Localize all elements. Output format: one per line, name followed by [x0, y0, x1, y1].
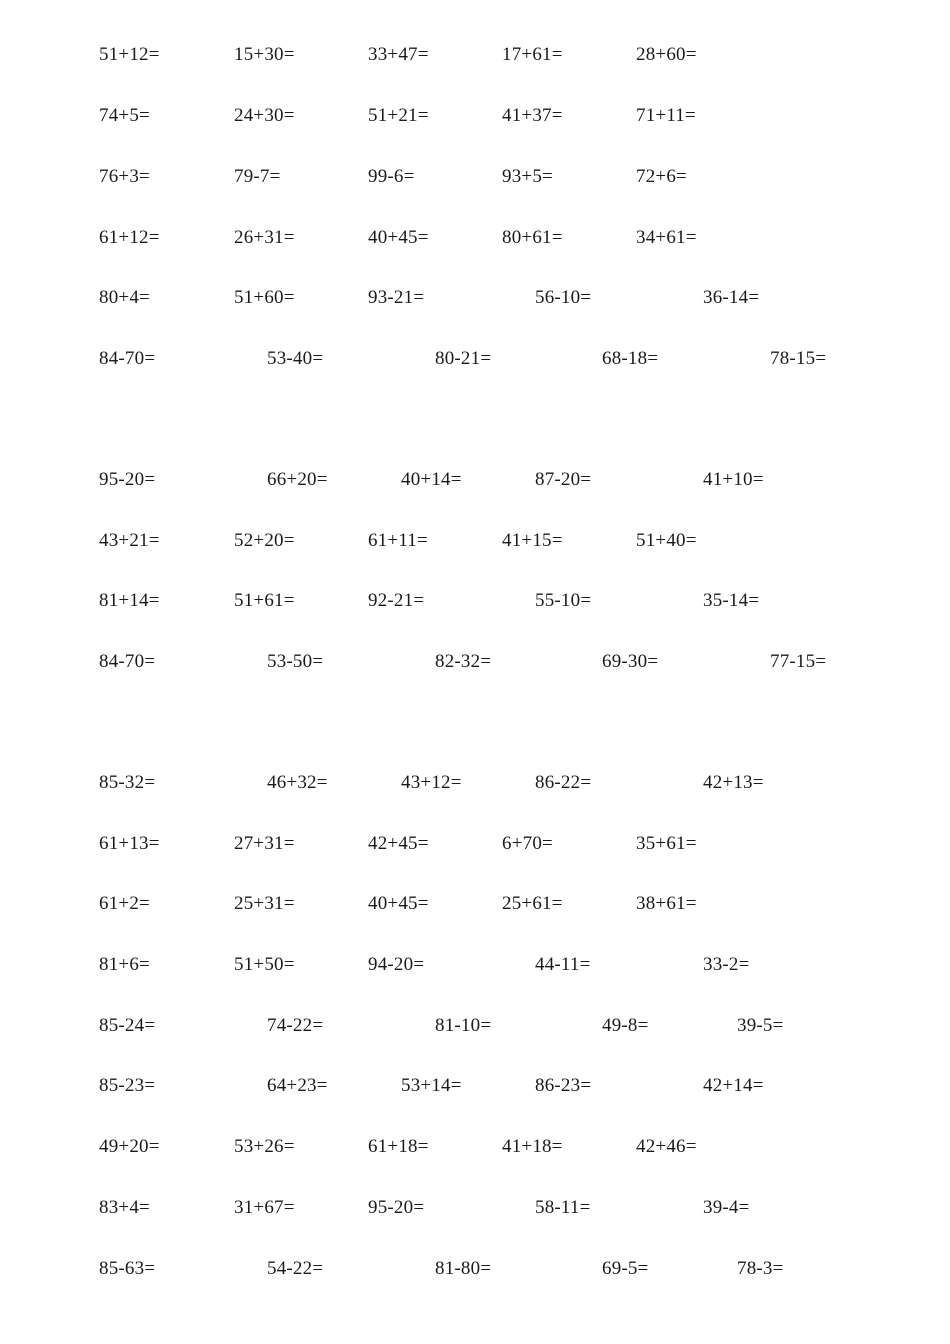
math-problem: 85-23= [99, 1075, 156, 1096]
math-problem: 84-70= [99, 651, 156, 672]
math-problem: 35-14= [703, 590, 760, 611]
math-problem: 69-30= [602, 651, 659, 672]
math-problem: 26+31= [234, 227, 295, 248]
math-problem: 61+2= [99, 893, 150, 914]
math-problem: 51+12= [99, 44, 160, 65]
math-problem: 80-21= [435, 348, 492, 369]
math-problem: 53-50= [267, 651, 324, 672]
math-problem: 85-63= [99, 1258, 156, 1279]
math-problem: 94-20= [368, 954, 425, 975]
math-problem: 58-11= [535, 1197, 591, 1218]
math-problem: 66+20= [267, 469, 328, 490]
math-problem: 25+31= [234, 893, 295, 914]
math-problem: 25+61= [502, 893, 563, 914]
math-problem: 28+60= [636, 44, 697, 65]
math-problem: 44-11= [535, 954, 591, 975]
math-problem: 39-5= [737, 1015, 784, 1036]
math-problem: 74+5= [99, 105, 150, 126]
math-problem: 81+14= [99, 590, 160, 611]
math-problem: 46+32= [267, 772, 328, 793]
math-problem: 52+20= [234, 530, 295, 551]
math-problem: 53-40= [267, 348, 324, 369]
math-problem: 17+61= [502, 44, 563, 65]
math-problem: 27+31= [234, 833, 295, 854]
math-problem: 31+67= [234, 1197, 295, 1218]
math-problem: 49-8= [602, 1015, 649, 1036]
math-problem: 72+6= [636, 166, 687, 187]
math-problem: 86-23= [535, 1075, 592, 1096]
math-problem: 92-21= [368, 590, 425, 611]
math-problem: 38+61= [636, 893, 697, 914]
math-problem: 71+11= [636, 105, 696, 126]
math-problem: 49+20= [99, 1136, 160, 1157]
math-problem: 40+14= [401, 469, 462, 490]
math-problem: 41+18= [502, 1136, 563, 1157]
math-problem: 61+18= [368, 1136, 429, 1157]
math-problem: 81-10= [435, 1015, 492, 1036]
math-problem: 43+21= [99, 530, 160, 551]
math-problem: 40+45= [368, 227, 429, 248]
math-problem: 85-24= [99, 1015, 156, 1036]
math-problem: 99-6= [368, 166, 415, 187]
math-problem: 55-10= [535, 590, 592, 611]
math-problem: 36-14= [703, 287, 760, 308]
math-problem: 34+61= [636, 227, 697, 248]
math-problem: 42+14= [703, 1075, 764, 1096]
math-problem: 39-4= [703, 1197, 750, 1218]
math-problem: 41+37= [502, 105, 563, 126]
math-problem: 41+15= [502, 530, 563, 551]
math-problem: 53+14= [401, 1075, 462, 1096]
math-problem: 61+11= [368, 530, 428, 551]
math-problem: 6+70= [502, 833, 553, 854]
math-problem: 93+5= [502, 166, 553, 187]
math-problem: 24+30= [234, 105, 295, 126]
math-problem: 78-3= [737, 1258, 784, 1279]
math-problem: 43+12= [401, 772, 462, 793]
math-problem: 74-22= [267, 1015, 324, 1036]
math-problem: 51+61= [234, 590, 295, 611]
math-problem: 95-20= [99, 469, 156, 490]
math-problem: 82-32= [435, 651, 492, 672]
math-problem: 33+47= [368, 44, 429, 65]
math-problem: 81-80= [435, 1258, 492, 1279]
math-problem: 87-20= [535, 469, 592, 490]
math-problem: 61+13= [99, 833, 160, 854]
math-problem: 42+46= [636, 1136, 697, 1157]
math-problem: 85-32= [99, 772, 156, 793]
math-problem: 54-22= [267, 1258, 324, 1279]
math-problem: 41+10= [703, 469, 764, 490]
math-problem: 15+30= [234, 44, 295, 65]
math-problem: 79-7= [234, 166, 281, 187]
math-problem: 53+26= [234, 1136, 295, 1157]
math-problem: 81+6= [99, 954, 150, 975]
math-problem: 61+12= [99, 227, 160, 248]
math-problem: 51+50= [234, 954, 295, 975]
math-problem: 84-70= [99, 348, 156, 369]
math-problem: 78-15= [770, 348, 827, 369]
math-problem: 64+23= [267, 1075, 328, 1096]
math-problem: 33-2= [703, 954, 750, 975]
math-problem: 40+45= [368, 893, 429, 914]
math-problem: 95-20= [368, 1197, 425, 1218]
math-problem: 69-5= [602, 1258, 649, 1279]
math-problem: 80+61= [502, 227, 563, 248]
math-problem: 86-22= [535, 772, 592, 793]
math-problem: 42+13= [703, 772, 764, 793]
math-problem: 42+45= [368, 833, 429, 854]
math-problem: 51+21= [368, 105, 429, 126]
math-problem: 76+3= [99, 166, 150, 187]
math-problem: 51+60= [234, 287, 295, 308]
math-problem: 80+4= [99, 287, 150, 308]
math-problem: 77-15= [770, 651, 827, 672]
math-problem: 93-21= [368, 287, 425, 308]
math-problem: 56-10= [535, 287, 592, 308]
math-problem: 83+4= [99, 1197, 150, 1218]
math-problem: 68-18= [602, 348, 659, 369]
math-problem: 35+61= [636, 833, 697, 854]
math-problem: 51+40= [636, 530, 697, 551]
